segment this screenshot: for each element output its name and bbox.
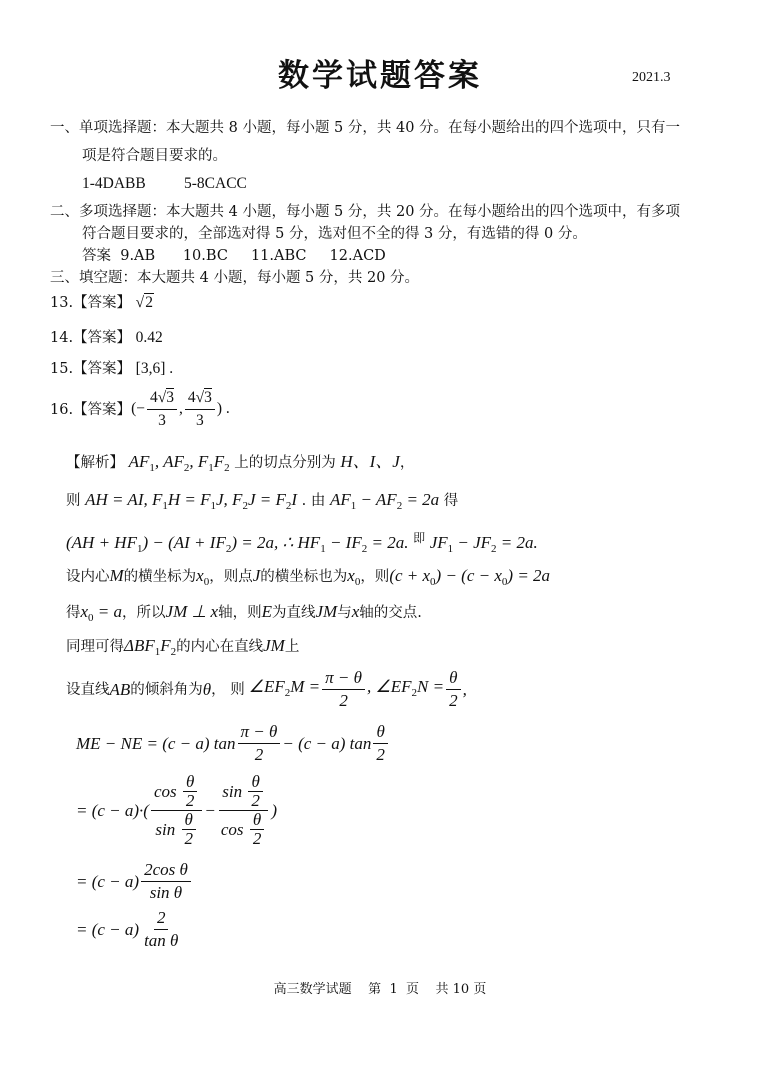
analysis-text: 为直线	[271, 605, 316, 621]
page-title: 数学试题答案	[278, 58, 482, 94]
analysis-formula: $x_0$	[196, 566, 210, 588]
analysis-text: 即	[413, 531, 426, 545]
analysis-line3	[66, 528, 538, 559]
analysis-formula: = (c − a)	[76, 919, 140, 939]
analysis-formula: $(c + x_0) - (c - x_0) = 2a$	[389, 566, 551, 588]
section1-answers-5-8: 5-8CACC	[184, 175, 247, 192]
analysis-formula: H、I、J	[340, 452, 400, 471]
q14-label: 14.【答案】	[50, 330, 132, 346]
analysis-label: 【解析】	[66, 455, 124, 471]
analysis-text: 轴的交点.	[359, 605, 422, 621]
analysis-formula: $\angle EF_2M$ =	[248, 676, 321, 699]
q14-answer: 0.42	[135, 329, 163, 346]
analysis-formula: − (c − a) tan	[282, 733, 372, 753]
analysis-formula: $\frac{\text{2cos θ}}{\text{sin θ}}$	[141, 860, 191, 903]
analysis-line6	[66, 636, 299, 662]
derivation-line4	[76, 908, 183, 951]
section2-heading-line1: 二、多项选择题：本大题共 4 小题，每小题 5 分，共 20 分。在每小题给出的四个选项中，有多项	[50, 204, 681, 220]
q16	[50, 388, 230, 431]
section3-heading: 三、填空题：本大题共 4 小题，每小题 5 分，共 20 分。	[50, 270, 420, 286]
q15-label: 15.【答案】	[50, 361, 132, 377]
derivation-line2	[76, 774, 277, 847]
analysis-formula: sin $\frac{\theta}{2}$ cos $\frac{\theta}{2}$	[218, 774, 269, 847]
analysis-line5	[66, 602, 422, 628]
analysis-formula: AH = AI, $F_1H = F_1J$, $F_2J = F_2I$	[85, 490, 298, 512]
section1-heading-line2: 项是符合题目要求的。	[82, 148, 227, 164]
analysis-formula: $JF_1 - JF_2 = 2a$.	[429, 533, 538, 555]
section1-answers-1-4: 1-4DABB	[82, 175, 146, 192]
analysis-text: 的倾斜角为	[130, 681, 203, 698]
analysis-text: 设直线	[66, 681, 110, 698]
derivation-line1	[76, 722, 390, 765]
analysis-formula: θ	[202, 679, 212, 699]
q13	[50, 293, 154, 313]
q13-radicand: 2	[145, 294, 153, 311]
q13-label: 13.【答案】	[50, 295, 132, 311]
analysis-text: 的横坐标为	[123, 569, 197, 585]
section2-answers: 答案 9.AB 10.BC 11.ABC 12.ACD	[82, 248, 386, 264]
analysis-text: ，则点	[209, 569, 253, 585]
analysis-text: 与	[337, 605, 352, 621]
analysis-formula: −	[204, 800, 216, 820]
analysis-formula: $(AH + HF_1) - (AI + IF_2) = 2a$, ∴ $HF_1 - IF_2 = 2a$.	[66, 533, 409, 555]
analysis-formula: ME − NE = (c − a) tan	[76, 733, 236, 753]
analysis-formula: x	[351, 602, 360, 621]
analysis-formula: $x_0$	[347, 566, 361, 588]
analysis-text: 设内心	[66, 569, 110, 585]
analysis-formula: E	[261, 602, 272, 621]
analysis-line7: 设直线 AB 的倾斜角为 θ ， 则 $\angle EF_2M$ = $\frac{\pi - \theta}{2}$ , $\angle EF_2N$ = $\frac{\theta}{2}$ ,	[66, 668, 467, 710]
q15-answer: [3,6] .	[135, 360, 174, 377]
derivation-line3	[76, 860, 193, 903]
analysis-formula: = (c − a)·(	[76, 800, 149, 820]
analysis-formula: $\frac{\pi - \theta}{2}$	[238, 722, 281, 765]
q16-answer: (− $\frac{4√3}{3}$ , $\frac{4√3}{3}$ ) .	[131, 389, 230, 429]
q13-answer: √2	[135, 294, 153, 311]
analysis-line2	[66, 490, 458, 516]
analysis-text: ，所以	[122, 605, 166, 621]
q14	[50, 328, 163, 348]
section1-heading-line1: 一、单项选择题：本大题共 8 小题，每小题 5 分，共 40 分。在每小题给出的四个选项中，只有一	[50, 120, 681, 136]
analysis-text: ，则	[360, 569, 390, 585]
analysis-formula: JM	[315, 602, 338, 621]
analysis-formula: cos $\frac{\theta}{2}$ sin $\frac{\theta}{2}$	[151, 774, 202, 847]
exam-date: 2021.3	[632, 70, 671, 85]
analysis-text: 上	[284, 639, 300, 655]
analysis-formula: AB	[109, 679, 131, 699]
analysis-text: 的内心在直线	[176, 639, 264, 655]
analysis-text: 的横坐标也为	[260, 569, 348, 585]
q15	[50, 359, 173, 379]
analysis-formula: )	[271, 800, 277, 820]
analysis-formula: $\frac{\theta}{2}$	[373, 722, 388, 765]
analysis-formula: $x_0 = a$	[80, 602, 123, 624]
analysis-line1: 【解析】 $AF_1$, $AF_2$, $F_1F_2$ 上的切点分别为 H、I、J，	[66, 452, 415, 474]
analysis-line4	[66, 566, 550, 592]
analysis-formula: $\Delta BF_1F_2$	[124, 636, 177, 658]
analysis-formula: JM	[263, 636, 285, 655]
section2-heading-line2: 符合题目要求的，全部选对得 5 分，选对但不全的得 3 分，有选错的得 0 分。	[82, 226, 587, 242]
analysis-formula: $AF_1 - AF_2 = 2a$	[329, 490, 440, 512]
analysis-formula: $\frac{\pi - \theta}{2}$	[322, 668, 365, 711]
analysis-formula: J	[252, 566, 261, 585]
analysis-text: 上的切点分别为	[234, 455, 336, 471]
analysis-text: 轴，则	[218, 605, 262, 621]
analysis-text: . 由	[301, 493, 326, 509]
analysis-formula: $\frac{\theta}{2}$	[446, 668, 461, 711]
analysis-formula: M	[109, 566, 124, 585]
analysis-formula: JM ⊥ x	[165, 602, 219, 621]
analysis-formula: $AF_1$, $AF_2$, $F_1F_2$	[128, 452, 230, 474]
analysis-text: 同理可得	[66, 639, 124, 655]
analysis-text: 得	[66, 605, 81, 621]
analysis-text: 得	[443, 493, 459, 509]
analysis-formula: , $\angle EF_2N$ =	[367, 676, 445, 699]
analysis-text: ， 则	[211, 681, 245, 698]
q16-label: 16.【答案】	[50, 401, 132, 418]
analysis-text: 则	[66, 493, 81, 509]
analysis-formula: = (c − a)	[76, 871, 140, 891]
page-footer: 高三数学试题 第 1 页 共 10 页	[273, 982, 487, 997]
analysis-formula: $\frac{2}{\text{tan θ}}$	[144, 908, 179, 950]
